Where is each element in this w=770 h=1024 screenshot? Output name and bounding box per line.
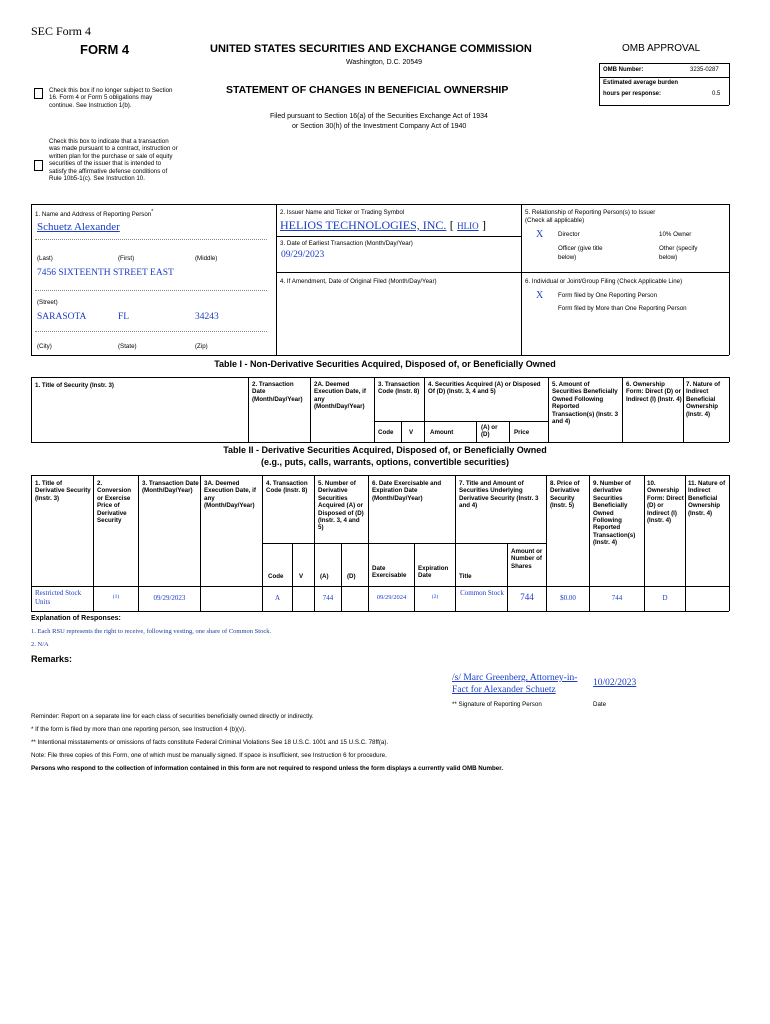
- footer-copies-note: Note: File three copies of this Form, one of which must be manually signed. If space is insufficient, see Instruction 6 for procedure.: [31, 752, 387, 759]
- omb-hours-label: hours per response:: [603, 91, 662, 97]
- t2-sub-v: V: [299, 573, 304, 580]
- footer-misstatements: ** Intentional misstatements or omissions of facts constitute Federal Criminal Violations See 18 U.S.C. 1001 and 15 U.S.C. 78ff(a).: [31, 739, 389, 746]
- t1-sub-a-or-d: (A) or (D): [481, 424, 498, 439]
- commission-title: UNITED STATES SECURITIES AND EXCHANGE COMMISSION: [210, 43, 532, 55]
- t2-sub-date-exercisable: Date Exercisable: [372, 565, 407, 580]
- director-label: Director: [558, 231, 580, 238]
- t2-col-ownership-form: 10. Ownership Form: Direct (D) or Indirect (I) (Instr. 4): [647, 480, 684, 525]
- t2-row-a: 744: [322, 594, 334, 602]
- omb-number-label: OMB Number:: [603, 67, 644, 73]
- t2-row-expiration: (2): [431, 594, 439, 600]
- t1-col-nature: 7. Nature of Indirect Beneficial Ownership (Instr. 4): [686, 381, 721, 418]
- t2-row-owned: 744: [611, 594, 623, 602]
- ten-pct-owner-label: 10% Owner: [659, 231, 692, 238]
- footer-multiple-persons: * If the form is filed by more than one reporting person, see Instruction 4 (b)(v).: [31, 726, 246, 733]
- signature-link-1[interactable]: /s/ Marc Greenberg, Attorney-in-: [452, 673, 578, 683]
- omb-number-value: 3235-0287: [690, 67, 719, 73]
- table2-title-2: (e.g., puts, calls, warrants, options, convertible securities): [260, 457, 510, 467]
- t1-col-date: 2. Transaction Date (Month/Day/Year): [252, 381, 303, 403]
- earliest-transaction-date: 09/29/2023: [281, 250, 325, 260]
- more-persons-label: Form filed by More than One Reporting Person: [558, 305, 687, 312]
- filed-pursuant-2: or Section 30(h) of the Investment Company Act of 1940: [292, 123, 467, 130]
- box3-label: 3. Date of Earliest Transaction (Month/Day/Year): [280, 240, 413, 247]
- t2-col-owned: 9. Number of derivative Securities Beneficially Owned Following Reported Transaction(s) (Instr. 4): [593, 480, 636, 547]
- street-address: 7456 SIXTEENTH STREET EAST: [37, 268, 174, 278]
- t2-row-price: $0.00: [560, 594, 576, 602]
- explanation-note-2: 2. N/A: [31, 641, 49, 648]
- explanation-heading: Explanation of Responses:: [31, 615, 121, 622]
- omb-title: OMB APPROVAL: [622, 43, 701, 54]
- t1-col-amount-owned: 5. Amount of Securities Beneficially Owned Following Reported Transaction(s) (Instr. 3 and 4): [552, 381, 619, 426]
- table2-title-1: Table II - Derivative Securities Acquired, Disposed of, or Beneficially Owned: [223, 445, 547, 455]
- t1-sub-v: V: [409, 429, 414, 436]
- state-label: (State): [118, 343, 137, 350]
- t1-col-deemed: 2A. Deemed Execution Date, if any (Month/Day/Year): [314, 381, 366, 411]
- t2-col-number: 5. Number of Derivative Securities Acquired (A) or Disposed of (D) (Instr. 3, 4 and 5): [318, 480, 364, 532]
- t2-sub-amount: Amount or Number of Shares: [511, 548, 543, 570]
- t2-row-title: Restricted Stock Units: [35, 589, 82, 606]
- other-label-1: Other (specify: [659, 245, 698, 252]
- box6-label: 6. Individual or Joint/Group Filing (Check Applicable Line): [525, 278, 683, 285]
- t2-sub-d: (D): [347, 573, 356, 580]
- footer-omb-notice: Persons who respond to the collection of information contained in this form are not required to respond unless the form displays a currently valid OMB Number.: [31, 765, 504, 772]
- date-label: Date: [593, 701, 607, 708]
- one-person-mark[interactable]: X: [536, 290, 544, 301]
- rule-10b5-checkbox[interactable]: [34, 160, 43, 171]
- explanation-note-1: 1. Each RSU represents the right to receive, following vesting, one share of Common Stock.: [31, 628, 272, 635]
- t2-sub-title: Title: [459, 573, 472, 580]
- t2-sub-expiration: Expiration Date: [418, 565, 449, 580]
- footer-reminder: Reminder: Report on a separate line for each class of securities beneficially owned directly or indirectly.: [31, 713, 314, 720]
- t2-col-exercisable: 6. Date Exercisable and Expiration Date (Month/Day/Year): [372, 480, 442, 502]
- zip-label: (Zip): [195, 343, 208, 350]
- filed-pursuant-1: Filed pursuant to Section 16(a) of the Securities Exchange Act of 1934: [270, 113, 488, 120]
- signature-date: 10/02/2023: [593, 678, 637, 688]
- t2-col-underlying: 7. Title and Amount of Securities Underlying Derivative Security (Instr. 3 and 4): [459, 480, 539, 510]
- no-longer-subject-checkbox[interactable]: [34, 88, 43, 99]
- t2-col-nature: 11. Nature of Indirect Beneficial Ownership (Instr. 4): [688, 480, 726, 517]
- box4-label: 4. If Amendment, Date of Original Filed (Month/Day/Year): [280, 278, 437, 285]
- omb-hours-value: 0.5: [712, 91, 721, 97]
- box1-label: 1. Name and Address of Reporting Person*: [35, 209, 154, 219]
- location: Washington, D.C. 20549: [346, 59, 423, 66]
- t2-row-amount: 744: [520, 592, 534, 602]
- t1-col-title: 1. Title of Security (Instr. 3): [35, 382, 114, 389]
- remarks-heading: Remarks:: [31, 654, 73, 664]
- signature-label: ** Signature of Reporting Person: [452, 701, 542, 708]
- sec-form-label: SEC Form 4: [31, 24, 92, 38]
- t2-col-date: 3. Transaction Date (Month/Day/Year): [142, 480, 199, 495]
- issuer-row: HELIOS TECHNOLOGIES, INC. [ HLIO ]: [280, 218, 486, 232]
- first-label: (First): [118, 255, 135, 262]
- last-label: (Last): [37, 255, 53, 262]
- box2-label: 2. Issuer Name and Ticker or Trading Symbol: [280, 209, 405, 216]
- t2-row-date: 09/29/2023: [153, 594, 186, 602]
- t2-row-date-exercisable: 09/29/2024: [376, 594, 407, 601]
- one-person-label: Form filed by One Reporting Person: [558, 292, 658, 299]
- issuer-name-link[interactable]: HELIOS TECHNOLOGIES, INC.: [280, 218, 447, 232]
- rule-10b5-text: Check this box to indicate that a transaction was made pursuant to a contract, instruction or written plan for the purchase or sale of equity securities of the issuer that is intended to satisfy the affirmative defense conditions of Rule 10b5-1(c). See Instruction 10.: [49, 138, 178, 183]
- t2-col-conversion: 2. Conversion or Exercise Price of Derivative Security: [97, 480, 132, 525]
- state-value: FL: [118, 312, 130, 322]
- t1-sub-amount: Amount: [430, 429, 454, 436]
- reporting-person-name-link[interactable]: Schuetz Alexander: [37, 221, 120, 233]
- t2-row-form: D: [662, 594, 668, 602]
- t2-sub-a: (A): [320, 573, 329, 580]
- box5-label-2: (Check all applicable): [525, 217, 585, 224]
- t1-col-code: 3. Transaction Code (Instr. 8): [378, 381, 420, 396]
- table1-title: Table I - Non-Derivative Securities Acquired, Disposed of, or Beneficially Owned: [214, 359, 556, 369]
- t2-sub-code: Code: [268, 573, 284, 580]
- t2-row-conversion: (1): [112, 594, 120, 600]
- t2-row-code: A: [274, 594, 281, 602]
- t2-col-code: 4. Transaction Code (Instr. 8): [266, 480, 308, 495]
- no-longer-subject-text: Check this box if no longer subject to Section 16. Form 4 or Form 5 obligations may continue. See Instruction 1(b).: [49, 87, 173, 109]
- zip-value: 34243: [195, 312, 219, 322]
- ticker-link[interactable]: HLIO: [457, 221, 479, 231]
- city-value: SARASOTA: [37, 312, 87, 322]
- city-label: (City): [37, 343, 52, 350]
- t2-col-price: 8. Price of Derivative Security (Instr. 5): [550, 480, 580, 510]
- form-title: FORM 4: [80, 42, 130, 57]
- t1-sub-price: Price: [514, 429, 530, 436]
- t1-col-securities: 4. Securities Acquired (A) or Disposed Of (D) (Instr. 3, 4 and 5): [428, 381, 541, 396]
- t2-col-title: 1. Title of Derivative Security (Instr. 3): [35, 480, 91, 502]
- officer-label-2: below): [558, 254, 577, 261]
- t2-row-security-title: Common Stock: [460, 589, 504, 597]
- street-label: (Street): [37, 299, 58, 306]
- t2-col-deemed: 3A. Deemed Execution Date, if any (Month/Day/Year): [204, 480, 256, 510]
- director-mark[interactable]: X: [536, 229, 544, 240]
- officer-label-1: Officer (give title: [558, 245, 603, 252]
- signature-link-2[interactable]: Fact for Alexander Schuetz: [452, 685, 556, 695]
- omb-burden-label: Estimated average burden: [603, 80, 679, 86]
- other-label-2: below): [659, 254, 678, 261]
- box5-label-1: 5. Relationship of Reporting Person(s) to Issuer: [525, 209, 656, 216]
- t1-sub-code: Code: [378, 429, 394, 436]
- t1-col-ownership-form: 6. Ownership Form: Direct (D) or Indirect (I) (Instr. 4): [626, 381, 682, 403]
- statement-title: STATEMENT OF CHANGES IN BENEFICIAL OWNERSHIP: [226, 84, 509, 96]
- middle-label: (Middle): [195, 255, 218, 262]
